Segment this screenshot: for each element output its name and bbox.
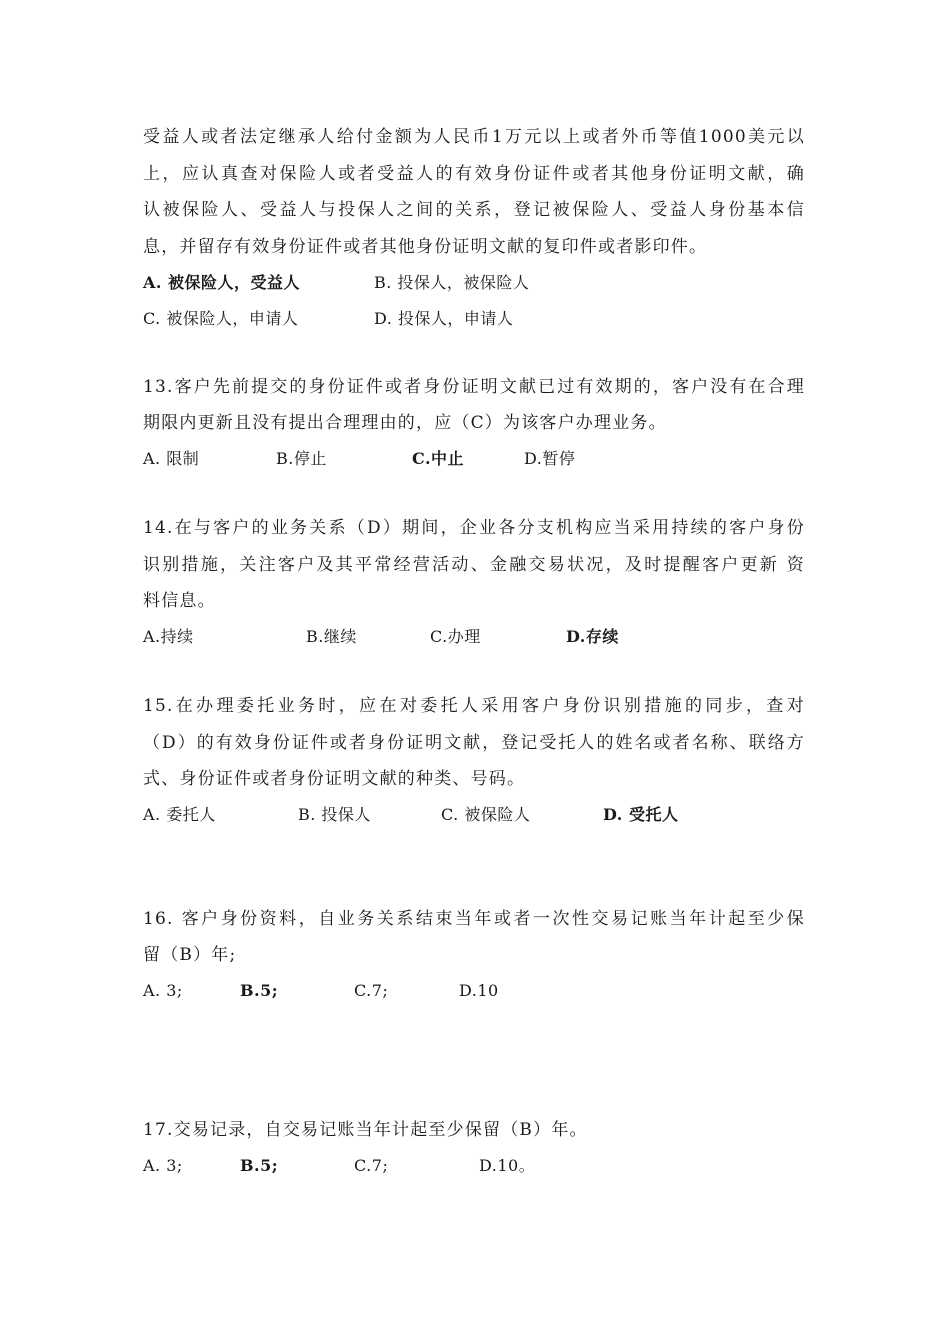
q15-line-2: （D）的有效身份证件或者身份证明文献，登记受托人的姓名或者名称、联络方	[143, 733, 805, 753]
q16-line-2: 留（B）年;	[143, 945, 237, 965]
q16-option-d: D.10	[459, 981, 499, 1000]
q12-option-c: C. 被保险人，申请人	[143, 309, 299, 328]
q12-line-2: 上，应认真查对保险人或者受益人的有效身份证件或者其他身份证明文献，确	[143, 164, 805, 184]
q13-option-b: B.停止	[276, 449, 327, 468]
q14-line-3: 料信息。	[143, 591, 216, 611]
q14-option-b: B.继续	[306, 627, 357, 646]
q15-option-d: D. 受托人	[603, 805, 679, 824]
q16-option-b: B.5;	[240, 981, 279, 1000]
q13-line-2: 期限内更新且没有提出合理理由的，应（C）为该客户办理业务。	[143, 413, 667, 433]
q12-option-a: A. 被保险人，受益人	[143, 273, 301, 292]
q17-line-1: 17.交易记录，自交易记账当年计起至少保留（B）年。	[143, 1120, 588, 1140]
q14-option-c: C.办理	[430, 627, 481, 646]
q17-option-b: B.5;	[240, 1156, 279, 1175]
q13-line-1: 13.客户先前提交的身份证件或者身份证明文献已过有效期的，客户没有在合理	[143, 377, 805, 397]
q12-line-4: 息，并留存有效身份证件或者其他身份证明文献的复印件或者影印件。	[143, 237, 708, 257]
q17-option-c: C.7;	[354, 1156, 389, 1175]
q16-option-a: A. 3;	[143, 981, 183, 1000]
q14-option-d: D.存续	[566, 627, 619, 646]
q13-option-a: A. 限制	[143, 449, 200, 468]
q12-line-1: 受益人或者法定继承人给付金额为人民币1万元以上或者外币等值1000美元以	[143, 127, 805, 147]
q13-option-c: C.中止	[412, 449, 465, 468]
q16-option-c: C.7;	[354, 981, 389, 1000]
q15-option-b: B. 投保人	[298, 805, 371, 824]
q14-line-1: 14.在与客户的业务关系（D）期间，企业各分支机构应当采用持续的客户身份	[143, 518, 805, 538]
q12-option-b: B. 投保人，被保险人	[374, 273, 530, 292]
q15-line-1: 15.在办理委托业务时，应在对委托人采用客户身份识别措施的同步，查对	[143, 696, 805, 716]
q17-option-a: A. 3;	[143, 1156, 183, 1175]
q14-option-a: A.持续	[143, 627, 194, 646]
q15-line-3: 式、身份证件或者身份证明文献的种类、号码。	[143, 769, 526, 789]
q12-option-d: D. 投保人，申请人	[374, 309, 514, 328]
q15-option-a: A. 委托人	[143, 805, 216, 824]
q17-option-d: D.10。	[479, 1156, 536, 1175]
q15-option-c: C. 被保险人	[441, 805, 531, 824]
q16-line-1: 16. 客户身份资料，自业务关系结束当年或者一次性交易记账当年计起至少保	[143, 909, 805, 929]
q13-option-d: D.暂停	[524, 449, 576, 468]
q12-line-3: 认被保险人、受益人与投保人之间的关系，登记被保险人、受益人身份基本信	[143, 200, 805, 220]
q14-line-2: 识别措施，关注客户及其平常经营活动、金融交易状况，及时提醒客户更新 资	[143, 555, 805, 575]
